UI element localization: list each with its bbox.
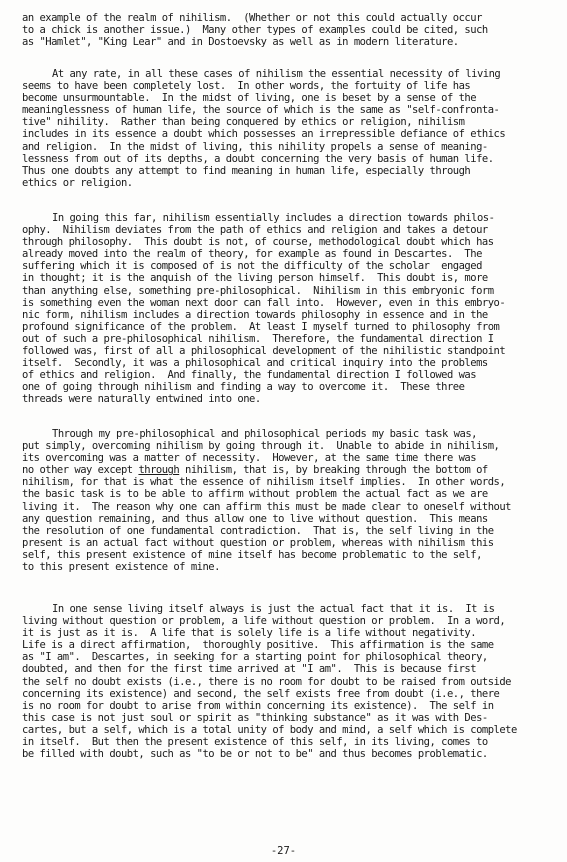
text-line: than anything else, something pre-philosophical. Nihilism in this embryonic form <box>22 284 494 297</box>
paragraph-4 <box>22 428 547 573</box>
text-line: followed was, first of all a philosophical development of the nihilistic standpoint <box>22 345 506 358</box>
text-line: put simply, overcoming nihilism by going through it. Unable to abide in nihilism, <box>22 440 500 453</box>
text-line: self, this present existence of mine itself has become problematic to the self, <box>22 548 482 561</box>
text-line: it is just as it is. A life that is solely life is a life without negativity. <box>22 627 477 640</box>
text-line: one of going through nihilism and finding a way to overcome it. These three <box>22 381 465 394</box>
text-line: no other way except through nihilism, that is, by breaking through the bottom of <box>22 464 488 477</box>
text-line: be filled with doubt, such as "to be or not to be" and thus becomes problematic. <box>22 748 488 761</box>
text-line: of ethics and religion. And finally, the fundamental direction I followed was <box>22 369 477 382</box>
underlined-word: through <box>138 464 180 477</box>
text-line: ophy. Nihilism deviates from the path of ethics and religion and takes a detour <box>22 224 488 237</box>
text-line: tive" nihility. Rather than being conquered by ethics or religion, nihilism <box>22 116 465 129</box>
text-line: any question remaining, and thus allow one to live without question. This means <box>22 512 488 525</box>
paragraph-2 <box>22 68 547 189</box>
text-line: to a chick is another issue.) Many other types of examples could be cited, such <box>22 24 488 37</box>
text-line: living it. The reason why one can affirm this must be made clear to oneself without <box>22 500 512 513</box>
text-line: as "Hamlet", "King Lear" and in Dostoevsky as well as in modern literature. <box>22 36 459 49</box>
text-line: At any rate, in all these cases of nihilism the essential necessity of living <box>52 68 501 80</box>
text-line: living without question or problem, a life without question or problem. In a word, <box>22 615 506 628</box>
text-line: in thought; it is the anquish of the living person himself. This doubt is, more <box>22 272 488 285</box>
text-line: present is an actual fact without question or problem, whereas with nihilism this <box>22 536 494 549</box>
text-line: the self no doubt exists (i.e., there is no room for doubt to be raised from outside <box>22 675 512 688</box>
text-line: In going this far, nihilism essentially includes a direction towards philos- <box>52 212 495 224</box>
text-line: Thus one doubts any attempt to find meaning in human life, especially through <box>22 164 471 177</box>
text-line: lessness from out of its depths, a doubt concerning the very basis of human life. <box>22 152 494 165</box>
text-line: doubted, and then for the first time arrived at "I am". This is because first <box>22 663 477 676</box>
text-line: its overcoming was a matter of necessity. However, at the same time there was <box>22 452 477 465</box>
page-number: -27- <box>270 845 297 857</box>
text-line: includes in its essence a doubt which possesses an irrepressible defiance of ethics <box>22 128 506 141</box>
text-line: the basic task is to be able to affirm without problem the actual fact as we are <box>22 488 488 501</box>
paragraph-3 <box>22 212 547 406</box>
text-line: to this present existence of mine. <box>22 561 220 574</box>
text-line: through philosophy. This doubt is not, of course, methodological doubt which has <box>22 236 494 249</box>
text-line: in itself. But then the present existence of this self, in its living, comes to <box>22 736 488 749</box>
text-line: profound significance of the problem. At least I myself turned to philosophy from <box>22 320 500 333</box>
text-line: this case is not just soul or spirit as "thinking substance" as it was with Des- <box>22 711 488 724</box>
text-line: is something even the woman next door can fall into. However, even in this embryo- <box>22 296 506 309</box>
text-line: as "I am". Descartes, in seeking for a starting point for philosophical theory, <box>22 651 488 664</box>
text-line: out of such a pre-philosophical nihilism. Therefore, the fundamental direction I <box>22 332 494 345</box>
text-line: In one sense living itself always is just the actual fact that it is. It is <box>52 603 495 615</box>
text-line: Life is a direct affirmation, thoroughly positive. This affirmation is the same <box>22 639 494 652</box>
text-line: meaninglessness of human life, the source of which is the same as "self-confronta- <box>22 104 500 117</box>
text-line: nihilism, for that is what the essence of nihilism itself implies. In other words, <box>22 476 506 489</box>
text-line: suffering which it is composed of is not the difficulty of the scholar engaged <box>22 260 482 273</box>
text-line: become unsurmountable. In the midst of living, one is beset by a sense of the <box>22 92 477 105</box>
text-line: seems to have been completely lost. In other words, the fortuity of life has <box>22 80 471 93</box>
text-line: an example of the realm of nihilism. (Whether or not this could actually occur <box>22 12 482 24</box>
paragraph-5 <box>22 603 547 760</box>
text-line: concerning its existence) and second, the self exists free from doubt (i.e., there <box>22 687 500 700</box>
text-line: cartes, but a self, which is a total unity of body and mind, a self which is complete <box>22 723 517 736</box>
text-line: threads were naturally entwined into one. <box>22 393 261 406</box>
text-line: is no room for doubt to arise from within concerning its existence). The self in <box>22 699 494 712</box>
text-line: the resolution of one fundamental contradiction. That is, the self living in the <box>22 524 494 537</box>
text-line: Through my pre-philosophical and philosophical periods my basic task was, <box>52 428 477 440</box>
text-line: already moved into the realm of theory, for example as found in Descartes. The <box>22 248 482 261</box>
text-line: itself. Secondly, it was a philosophical and critical inquiry into the problems <box>22 357 488 370</box>
paragraph-1 <box>22 12 547 48</box>
text-line: nic form, nihilism includes a direction towards philosophy in essence and in the <box>22 308 488 321</box>
text-line: ethics or religion. <box>22 176 133 189</box>
text-line: and religion. In the midst of living, this nihility propels a sense of meaning- <box>22 140 488 153</box>
